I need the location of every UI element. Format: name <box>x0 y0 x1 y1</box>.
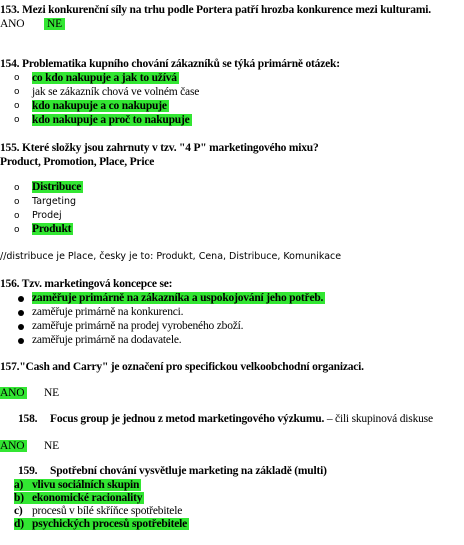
q155-option-4: Produkt <box>32 223 72 235</box>
q156-option-2: zaměřuje primárně na konkurenci. <box>32 306 184 318</box>
q156-option-1: zaměřuje primárně na zákazníka a uspokojování jeho potřeb. <box>32 292 324 304</box>
q155-note: //distribuce je Place, česky je to: Produkt, Cena, Distribuce, Komunikace <box>0 251 342 262</box>
q153-question: 153. Mezi konkurenční síly na trhu podle Portera patří hrozba konkurence mezi kulturami. <box>0 4 431 16</box>
q159-option-d: psychických procesů spotřebitele <box>32 518 188 530</box>
list-marker: o <box>14 101 20 111</box>
q155-option-1: Distribuce <box>32 181 82 193</box>
q158-number: 158. <box>18 413 38 425</box>
list-marker: o <box>14 73 20 83</box>
q156-option-3: zaměřuje primárně na prodej vyrobeného zboží. <box>32 320 244 332</box>
list-marker: o <box>14 115 20 125</box>
list-marker: o <box>14 211 20 221</box>
list-marker: o <box>14 183 20 193</box>
q154-option-4: kdo nakupuje a proč to nakupuje <box>32 114 190 126</box>
q155-option-3: Prodej <box>32 210 62 221</box>
bullet-icon <box>18 338 24 344</box>
q156-question: 156. Tzv. marketingová koncepce se: <box>0 278 173 290</box>
q159-question: Spotřební chování vysvětluje marketing na základě (multi) <box>50 465 327 477</box>
q156-option-4: zaměřuje primárně na dodavatele. <box>32 334 182 346</box>
q159-letter-b: b) <box>14 492 32 504</box>
q158-question: Focus group je jednou z metod marketingového výzkumu. <box>50 413 325 425</box>
list-marker: o <box>14 87 20 97</box>
q154-option-2: jak se zákazník chová ve volném čase <box>32 86 200 98</box>
list-marker: o <box>14 225 20 235</box>
q157-ne: NE <box>44 387 59 399</box>
q159-letter-c: c) <box>14 505 23 517</box>
q157-ano-highlighted: ANO <box>0 387 27 399</box>
q155-question: 155. Které složky jsou zahrnuty v tzv. "4 P" marketingového mixu? <box>0 142 319 154</box>
q154-option-3: kdo nakupuje a co nakupuje <box>32 100 167 112</box>
bullet-icon <box>18 296 24 302</box>
bullet-icon <box>18 324 24 330</box>
q159-letter-d: d) <box>14 518 32 530</box>
q159-number: 159. <box>18 465 38 477</box>
q157-question: 157."Cash and Carry" je označení pro specifickou velkoobchodní organizaci. <box>0 361 364 373</box>
q153-ne-highlighted: NE <box>44 18 65 30</box>
q159-option-a: vlivu sociálních skupin <box>32 479 140 491</box>
q159-option-c: procesů v bílé skříňce spotřebitele <box>32 505 183 517</box>
q155-subtitle: Product, Promotion, Place, Price <box>0 156 155 168</box>
q155-option-2: Targeting <box>32 196 77 207</box>
q159-letter-a: a) <box>14 479 32 491</box>
q153-ano: ANO <box>0 18 25 30</box>
q158-ne: NE <box>44 440 59 452</box>
q159-option-b: ekonomické racionality <box>32 492 143 504</box>
q158-note: – čili skupinová diskuse <box>324 413 433 425</box>
q154-question: 154. Problematika kupního chování zákazníků se týká primárně otázek: <box>0 58 340 70</box>
q158-line <box>50 413 433 425</box>
list-marker: o <box>14 197 20 207</box>
q154-option-1: co kdo nakupuje a jak to užívá <box>32 72 177 84</box>
bullet-icon <box>18 310 24 316</box>
q158-ano-highlighted: ANO <box>0 440 27 452</box>
